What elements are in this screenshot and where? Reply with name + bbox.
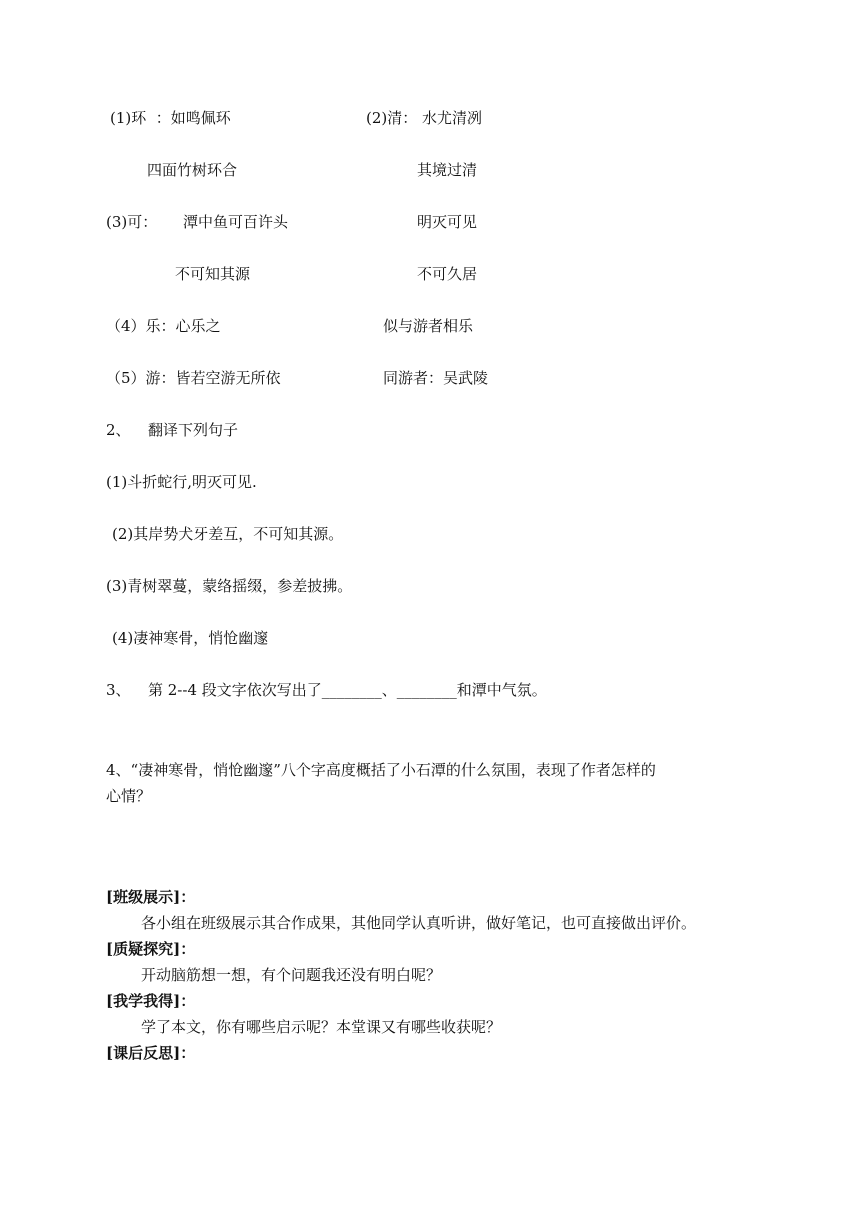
q2-item-2: (2)其岸势犬牙差互，不可知其源。 [112,525,344,543]
section-heading-what-i-learned: [我学我得]： [106,992,196,1010]
vocab-row2-right: 其境过清 [417,161,478,179]
q2-number: 2、 [106,421,131,439]
q2-item-1: (1)斗折蛇行,明灭可见. [106,473,257,491]
section-body-class-show: 各小组在班级展示其合作成果，其他同学认真听讲，做好笔记，也可直接做出评价。 [141,914,697,932]
section-heading-class-show: [班级展示]： [106,888,196,906]
vocab-row3-right: 明灭可见 [417,213,478,231]
section-heading-reflection: [课后反思]： [106,1044,196,1062]
q2-title: 翻译下列句子 [148,421,239,439]
section-heading-question-explore: [质疑探究]： [106,940,196,958]
q3-text: 第 2--4 段文字依次写出了________、________和潭中气氛。 [148,681,547,699]
q2-item-4: (4)凄神寒骨，悄怆幽邃 [112,629,269,647]
section-body-what-i-learned: 学了本文，你有哪些启示呢？本堂课又有哪些收获呢？ [141,1018,502,1036]
vocab-row3-left-label: (3)可： [106,213,158,231]
section-body-question-explore: 开动脑筋想一想，有个问题我还没有明白呢？ [141,966,442,984]
vocab-row4-right: 不可久居 [417,265,478,283]
vocab-row1-left: (1)环 ：如鸣佩环 [110,109,231,127]
q4-line-1: 4、“凄神寒骨，悄怆幽邃”八个字高度概括了小石潭的什么氛围，表现了作者怎样的 [106,761,656,779]
q4-line-2: 心情？ [106,787,152,805]
vocab-row5-right: 似与游者相乐 [383,317,474,335]
vocab-row4-left: 不可知其源 [175,265,251,283]
vocab-row5-left: （4）乐：心乐之 [106,317,221,335]
vocab-row1-right: (2)清： 水尤清冽 [366,109,483,127]
vocab-row6-right: 同游者：吴武陵 [383,369,489,387]
q2-item-3: (3)青树翠蔓，蒙络摇缀，参差披拂。 [106,577,353,595]
q3-number: 3、 [106,681,131,699]
vocab-row3-left-text: 潭中鱼可百许头 [183,213,289,231]
vocab-row6-left: （5）游：皆若空游无所依 [106,369,281,387]
vocab-row2-left: 四面竹树环合 [147,161,238,179]
